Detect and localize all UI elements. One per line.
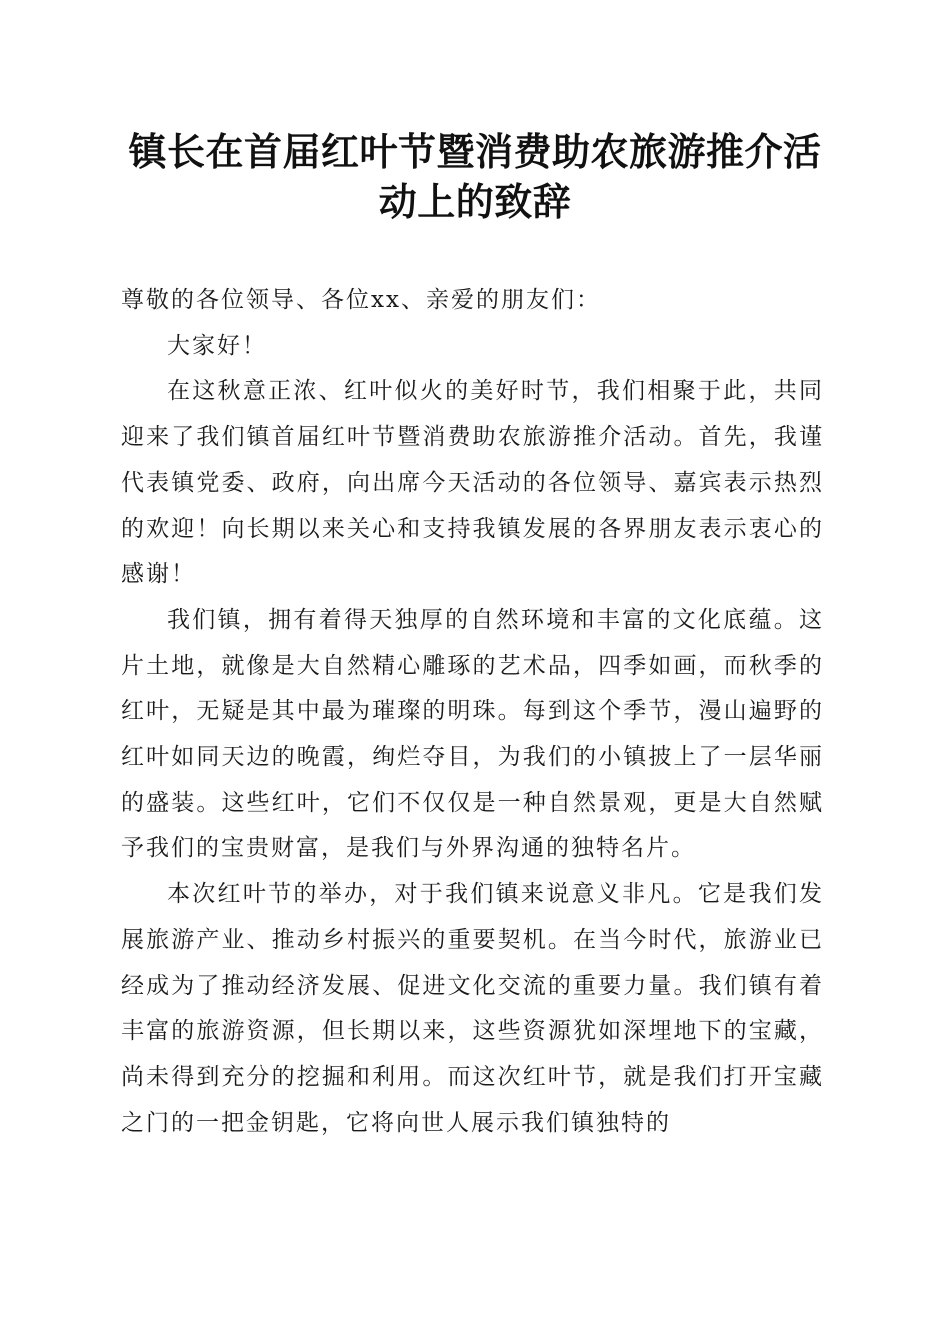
paragraph-1: 在这秋意正浓、红叶似火的美好时节，我们相聚于此，共同迎来了我们镇首届红叶节暨消费助农旅游推介活动。首先，我谨代表镇党委、政府，向出席今天活动的各位领导、嘉宾表示热烈的欢迎！向长期以来关心和支持我镇发展的各界朋友表示衷心的感谢！ bbox=[121, 378, 824, 588]
paragraph-2: 我们镇，拥有着得天独厚的自然环境和丰富的文化底蕴。这片土地，就像是大自然精心雕琢的艺术品，四季如画，而秋季的红叶，无疑是其中最为璀璨的明珠。每到这个季节，漫山遍野的红叶如同天边的晚霞，绚烂夺目，为我们的小镇披上了一层华丽的盛装。这些红叶，它们不仅仅是一种自然景观，更是大自然赋予我们的宝贵财富，是我们与外界沟通的独特名片。 bbox=[121, 606, 824, 862]
document-body bbox=[121, 278, 824, 1146]
document-title: 镇长在首届红叶节暨消费助农旅游推介活动上的致辞 bbox=[128, 129, 822, 224]
greeting: 大家好！ bbox=[167, 332, 267, 359]
salutation: 尊敬的各位领导、各位xx、亲爱的朋友们： bbox=[121, 287, 601, 313]
paragraph-3: 本次红叶节的举办，对于我们镇来说意义非凡。它是我们发展旅游产业、推动乡村振兴的重要契机。在当今时代，旅游业已经成为了推动经济发展、促进文化交流的重要力量。我们镇有着丰富的旅游资源，但长期以来，这些资源犹如深埋地下的宝藏，尚未得到充分的挖掘和利用。而这次红叶节，就是我们打开宝藏之门的一把金钥匙，它将向世人展示我们镇独特的 bbox=[121, 881, 824, 1136]
